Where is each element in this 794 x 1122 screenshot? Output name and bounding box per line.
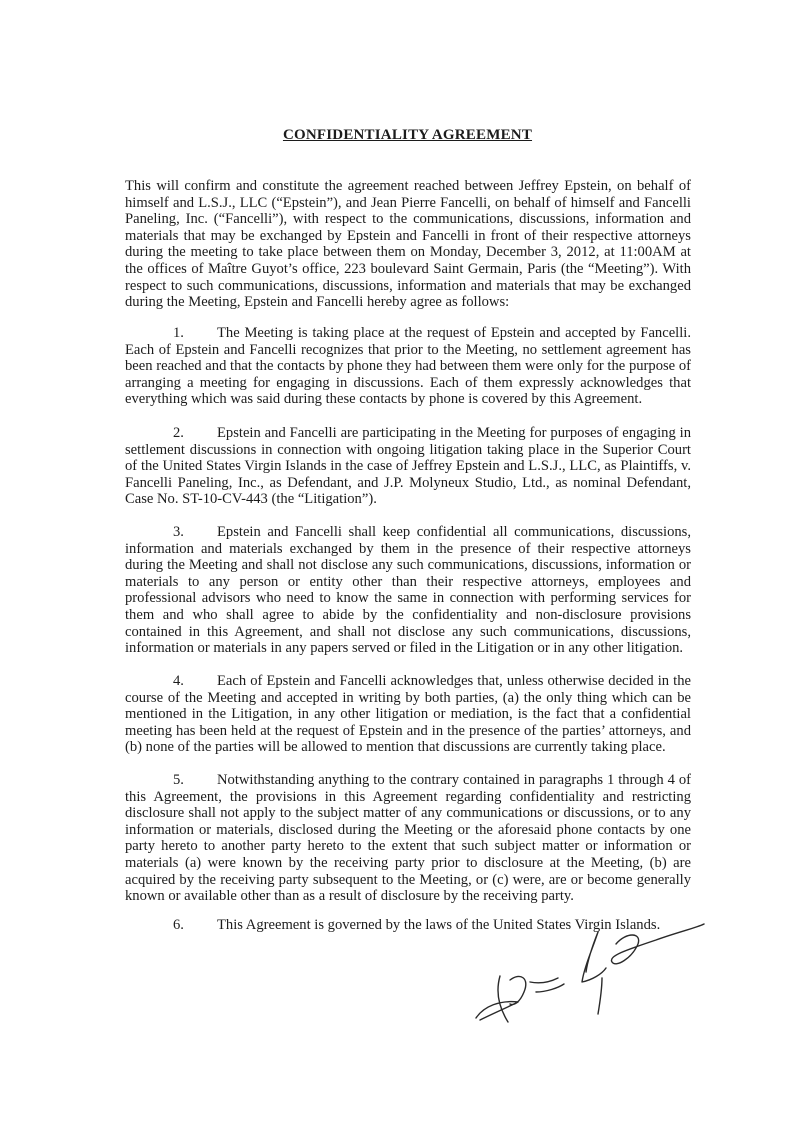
clause-text: Epstein and Fancelli are participating in the Meeting for purposes of engaging in settlement discussions in connection with ongoing litigation taking place in the Superior Court of the United States Virgin Islands in the case of Jeffrey Epstein and L.S.J., LLC, as Plaintiffs, v. Fancelli Paneling, Inc., as Defendant, and J.P. Molyneux Studio, Ltd., as nominal Defendant, Case No. ST-10-CV-443 (the “Litigation”).	[125, 425, 691, 508]
clause-text: The Meeting is taking place at the request of Epstein and accepted by Fancelli. Each of Epstein and Fancelli recognizes that prior to the Meeting, no settlement agreement has been reached and that the contacts by phone they had between them were only for the purpose of arranging a meeting for engaging in discussions. Each of them expressly acknowledges that everything which was said during these contacts by phone is covered by this Agreement.	[125, 325, 691, 408]
document-title: CONFIDENTIALITY AGREEMENT	[282, 127, 533, 143]
clause-5	[125, 772, 691, 905]
clause-2	[125, 425, 691, 508]
clause-number: 2.	[173, 425, 184, 441]
clause-text: Each of Epstein and Fancelli acknowledges that, unless otherwise decided in the course of the Meeting and accepted in writing by both parties, (a) the only thing which can be mentioned in the Litigation, in any other litigation or mediation, is the fact that a confidential meeting has been held at the request of Epstein and in the presence of the parties’ attorneys, and (b) none of the parties will be allowed to mention that discussions are currently taking place.	[125, 673, 691, 756]
clause-number: 1.	[173, 325, 184, 341]
clause-number: 3.	[173, 524, 184, 540]
clause-text: Notwithstanding anything to the contrary contained in paragraphs 1 through 4 of this Agreement, the provisions in this Agreement regarding confidentiality and restricting disclosure shall not apply to the subject matter of any communications or discussions, or to any information or materials, disclosed during the Meeting or the aforesaid phone contacts by one party hereto to another party hereto to the extent that such subject matter or information or materials (a) were known by the receiving party prior to disclosure at the Meeting, (b) are acquired by the receiving party subsequent to the Meeting, or (c) were, are or become generally known or available other than as a result of disclosure by the receiving party.	[125, 772, 691, 905]
handwritten-initials-icon	[466, 910, 706, 1028]
clause-1	[125, 325, 691, 408]
clause-3	[125, 524, 691, 657]
clause-number: 5.	[173, 772, 184, 788]
clause-number: 4.	[173, 673, 184, 689]
clause-4	[125, 673, 691, 756]
clause-text: This Agreement is governed by the laws of the United States Virgin Islands.	[217, 917, 661, 933]
clause-number: 6.	[173, 917, 184, 933]
intro-paragraph: This will confirm and constitute the agreement reached between Jeffrey Epstein, on behalf of himself and L.S.J., LLC (“Epstein”), and Jean Pierre Fancelli, on behalf of himself and Fancelli Paneling, Inc. (“Fancelli”), with respect to the communications, discussions, information and materials that may be exchanged by Epstein and Fancelli in front of their respective attorneys during the meeting to take place between them on Monday, December 3, 2012, at 11:00AM at the offices of Maître Guyot’s office, 223 boulevard Saint Germain, Paris (the “Meeting”). With respect to such communications, discussions, information and materials that may be exchanged during the Meeting, Epstein and Fancelli hereby agree as follows:	[125, 178, 691, 311]
clause-text: Epstein and Fancelli shall keep confidential all communications, discussions, information and materials exchanged by them in the presence of their respective attorneys during the Meeting and shall not disclose any such communications, discussions, information or materials to any person or entity other than their respective attorneys, employees and professional advisors who need to know the same in connection with performing services for them and who shall agree to abide by the confidentiality and non-disclosure provisions contained in this Agreement, and shall not disclose any such communications, discussions, information or materials in any papers served or filed in the Litigation or in any other litigation.	[125, 524, 691, 657]
